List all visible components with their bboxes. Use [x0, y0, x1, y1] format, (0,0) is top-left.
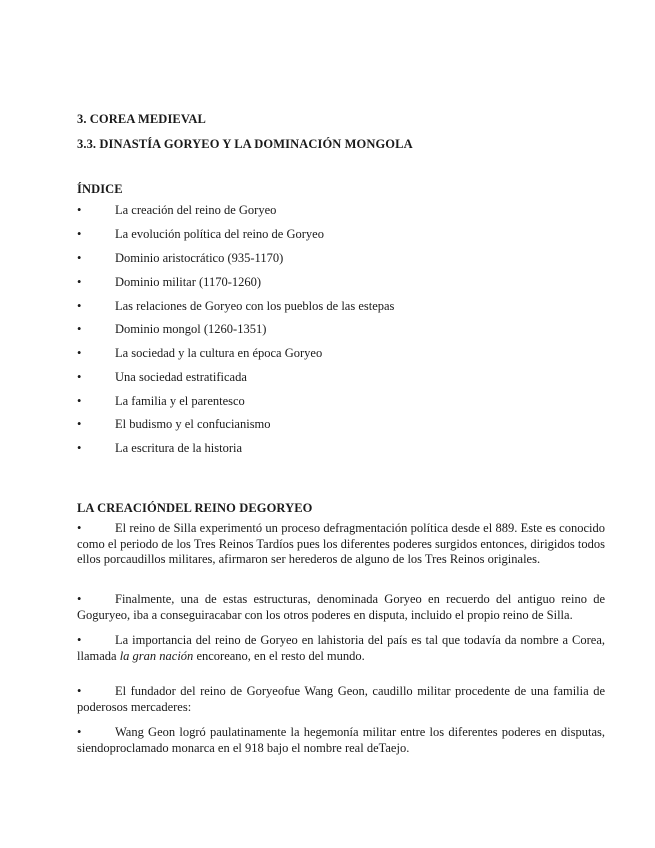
index-item-label: Dominio mongol (1260-1351) [115, 322, 267, 336]
paragraph-text: El fundador del reino de Goryeofue Wang Geon, caudillo militar procedente de una familia de poderosos mercaderes: [77, 684, 605, 714]
emphasis-text: la gran nación [119, 648, 194, 663]
index-item-label: El budismo y el confucianismo [115, 417, 271, 431]
bullet: • [77, 592, 82, 606]
bullet: • [77, 684, 82, 698]
index-item-label: Una sociedad estratificada [115, 370, 247, 384]
paragraph [77, 725, 605, 756]
paragraph-text: Wang Geon logró paulatinamente la hegemonía militar entre los diferentes poderes en disputas, siendoproclamado monarca en el 918 bajo el nombre real deTaejo. [77, 725, 605, 755]
paragraph-text: encoreano, en el resto del mundo. [193, 648, 365, 663]
index-item-label: Las relaciones de Goryeo con los pueblos de las estepas [115, 299, 395, 313]
chapter-heading: 3. COREA MEDIEVAL [77, 112, 206, 126]
section-heading: 3.3. DINASTÍA GORYEO Y LA DOMINACIÓN MONGOLA [77, 137, 413, 151]
bullet: • [77, 633, 82, 647]
index-item-label: La creación del reino de Goryeo [115, 203, 277, 217]
bullet: • [77, 203, 82, 217]
bullet: • [77, 227, 82, 241]
bullet: • [77, 441, 82, 455]
bullet: • [77, 725, 82, 739]
bullet: • [77, 322, 82, 336]
index-item-label: La sociedad y la cultura en época Goryeo [115, 346, 323, 360]
index-item-label: Dominio militar (1170-1260) [115, 275, 262, 289]
paragraph [77, 521, 605, 568]
index-item-label: La escritura de la historia [115, 441, 243, 455]
bullet: • [77, 417, 82, 431]
index-item-label: La evolución política del reino de Goryeo [115, 227, 324, 241]
bullet: • [77, 370, 82, 384]
bullet: • [77, 299, 82, 313]
bullet: • [77, 521, 82, 535]
paragraph [77, 684, 605, 715]
index-item-label: Dominio aristocrático (935-1170) [115, 251, 284, 265]
paragraph [77, 592, 605, 623]
creation-section-title: LA CREACIÓNDEL REINO DEGORYEO [77, 501, 313, 515]
bullet: • [77, 346, 82, 360]
bullet: • [77, 394, 82, 408]
paragraph-text: La importancia del reino de Goryeo en lahistoria del país es tal que todavía da nombre a Corea, llamada [77, 633, 605, 663]
index-item-label: La familia y el parentesco [115, 394, 245, 408]
paragraph [77, 633, 605, 664]
bullet: • [77, 275, 82, 289]
bullet: • [77, 251, 82, 265]
paragraph-text: El reino de Silla experimentó un proceso defragmentación política desde el 889. Este es conocido como el periodo de los Tres Reinos Tardíos pues los diferentes poderes surgidos entonces, dirigidos todos ellos porcaudillos militares, afirmaron ser herederos de alguno de los Tres Reinos originales. [77, 521, 605, 566]
paragraph-text: Finalmente, una de estas estructuras, denominada Goryeo en recuerdo del antiguo reino de Goguryeo, iba a conseguiracabar con los otros poderes en disputa, incluido el propio reino de Silla. [77, 592, 605, 622]
index-title: ÍNDICE [77, 182, 123, 196]
